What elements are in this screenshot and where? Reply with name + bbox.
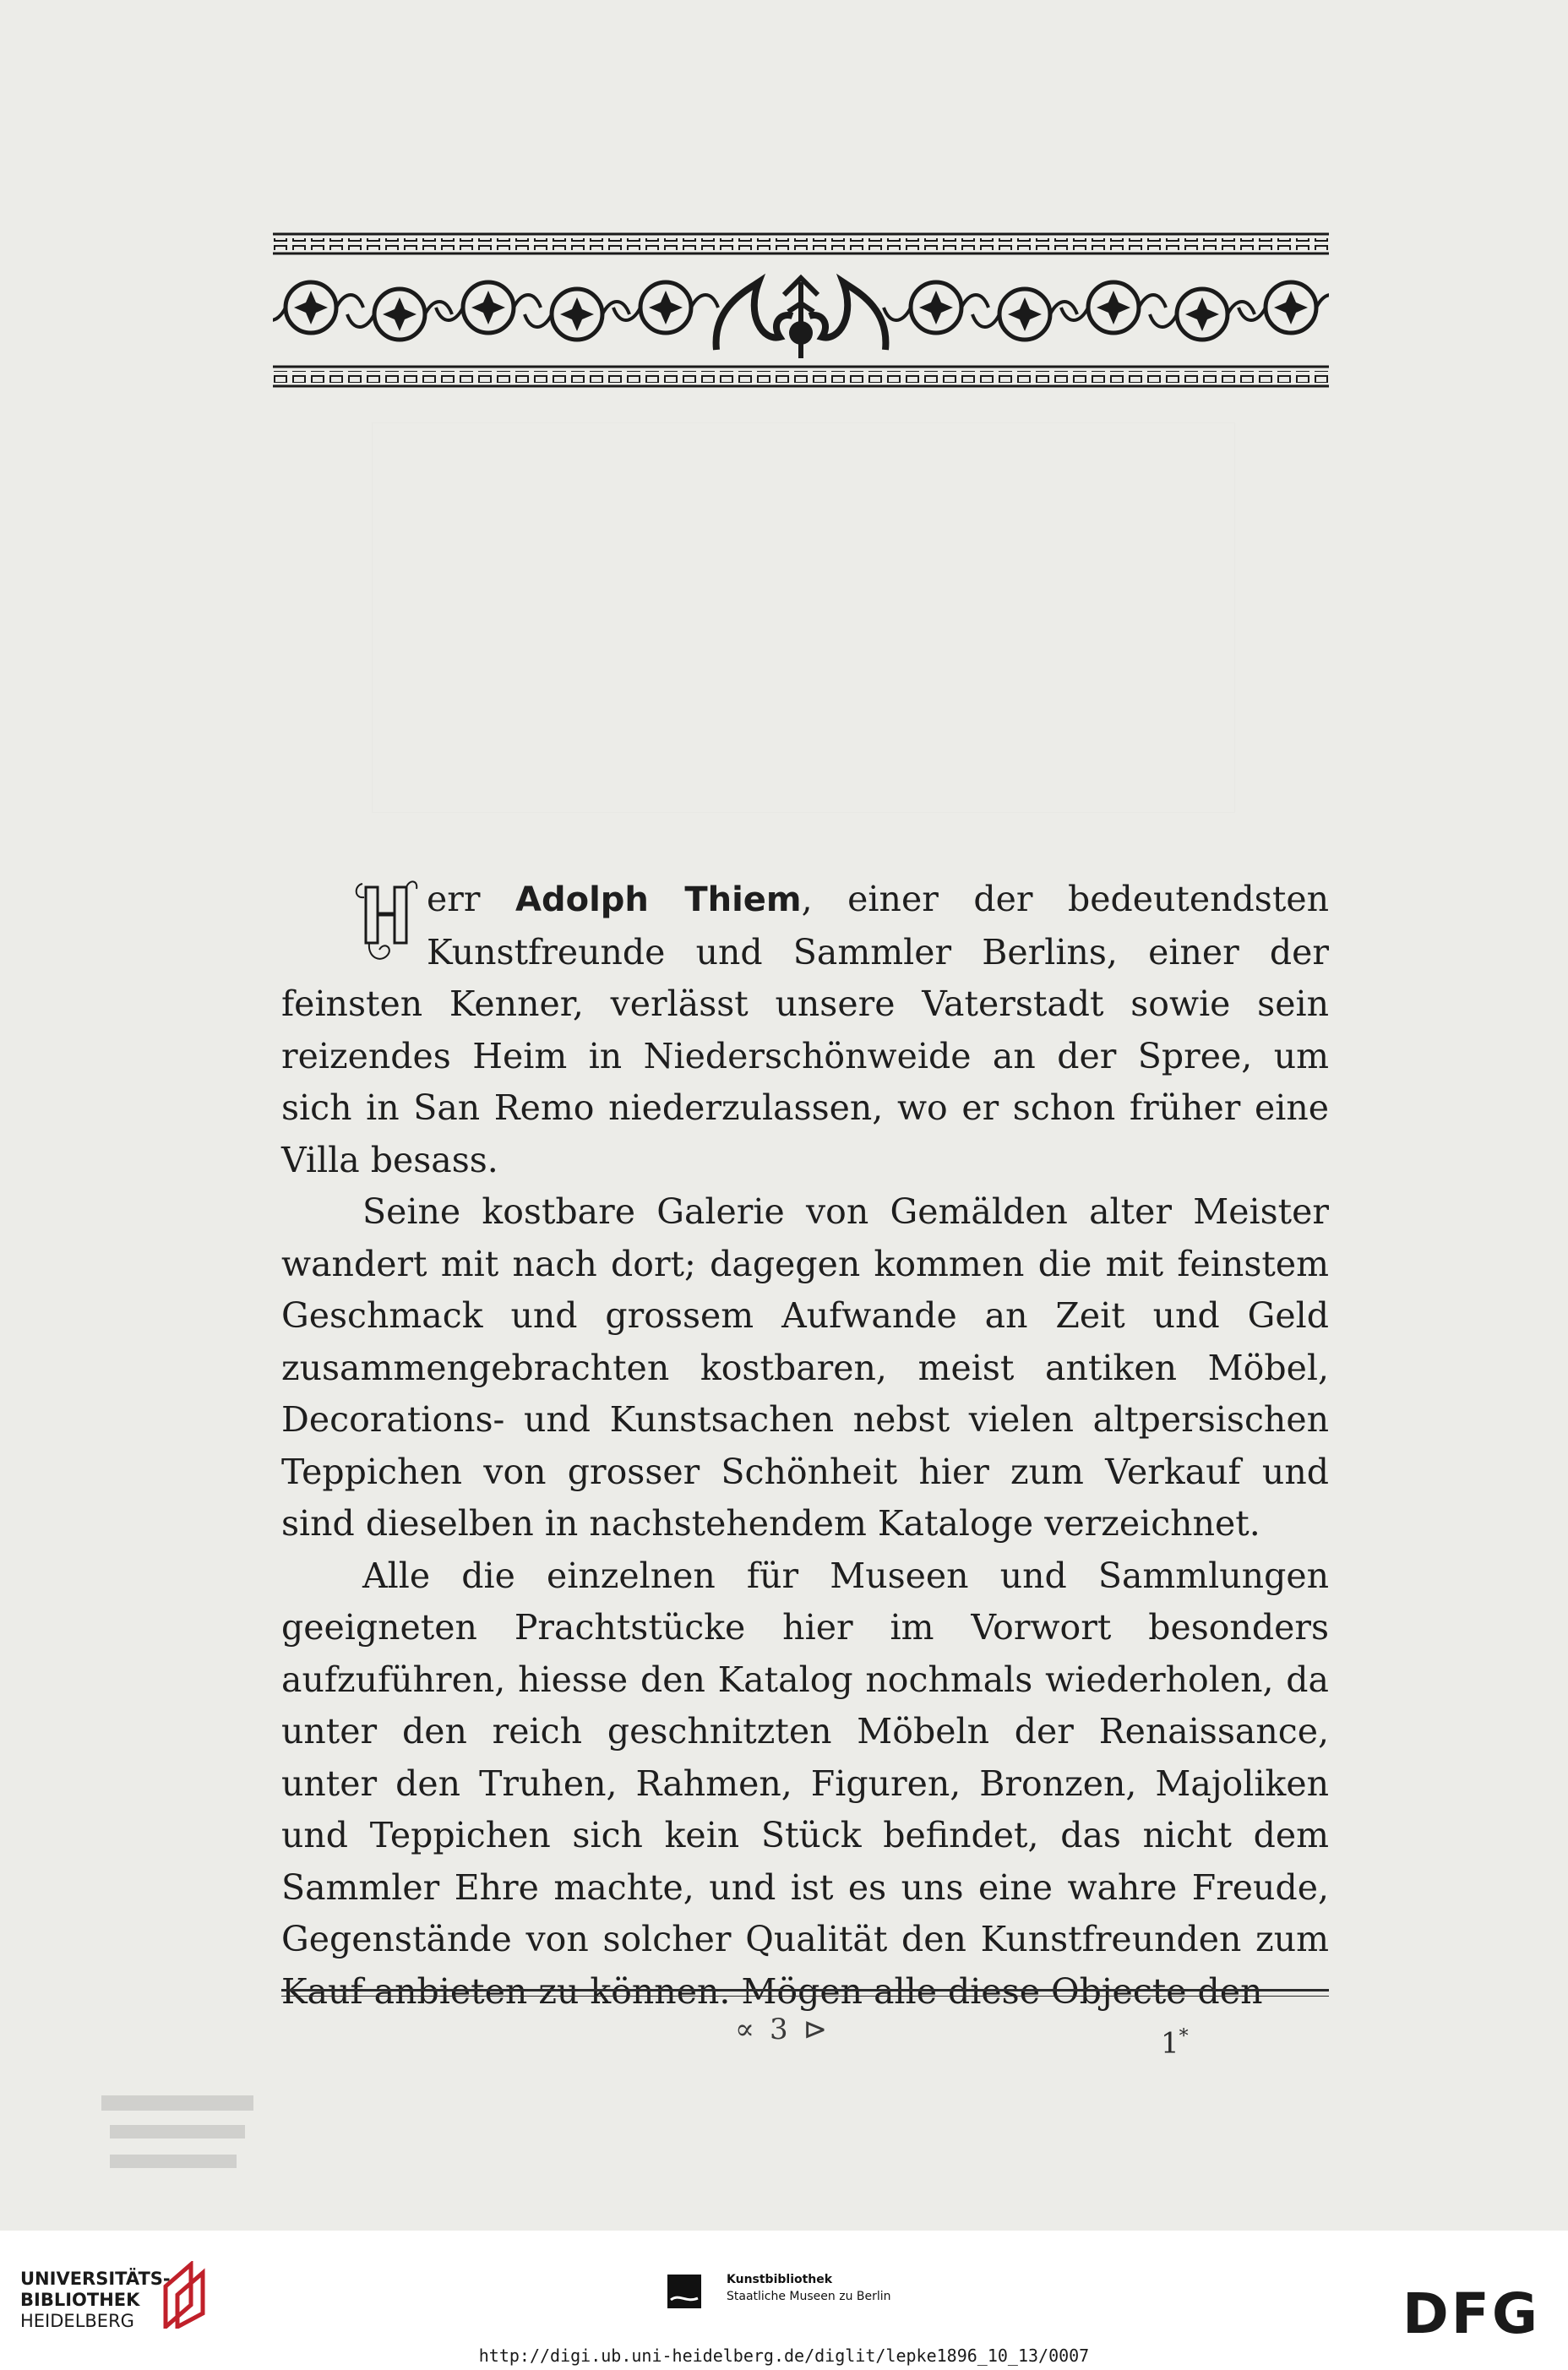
ub-line-1: UNIVERSITÄTS- <box>20 2269 171 2289</box>
dfg-logo[interactable]: DFG <box>1402 2281 1541 2346</box>
person-name: Adolph Thiem <box>515 880 802 919</box>
bleed-through-ghost <box>372 422 1235 813</box>
drop-cap-h-initial <box>351 874 422 967</box>
kunstbibliothek-label <box>727 2271 891 2305</box>
page-number-right-mark: ⊳ <box>803 2013 843 2046</box>
page-number <box>735 2013 842 2046</box>
ub-heidelberg-logo-icon[interactable] <box>157 2261 213 2329</box>
faded-library-stamp <box>93 2087 262 2188</box>
signature-asterisk: * <box>1179 2026 1189 2047</box>
ub-line-3: HEIDELBERG <box>20 2311 134 2331</box>
footer-rule-thick <box>281 1989 1329 1991</box>
signature-number: 1 <box>1161 2026 1179 2061</box>
body-text <box>281 874 1329 2018</box>
permalink-url[interactable]: http://digi.ub.uni-heidelberg.de/diglit/lepke1896_10_13/0007 <box>478 2345 1090 2366</box>
paragraph-1-rest: , einer der bedeutendsten Kunstfreunde und Sammler Berlins, einer der feinsten Kenner, verlässt unsere Vaterstadt sowie sein reizendes Heim in Niederschönweide an der Spree, um sich in San Remo niederzulassen, wo er schon früher eine Villa besass. <box>281 879 1329 1180</box>
kunstbibliothek-logo-icon[interactable] <box>667 2275 701 2308</box>
paragraph-3: Alle die einzelnen für Museen und Sammlungen geeigneten Prachtstücke hier im Vorwort besonders aufzuführen, hiesse den Katalog nochmals wiederholen, da unter den reich geschnitzten Möbeln der Renaissance, unter den Truhen, Rahmen, Figuren, Bronzen, Majoliken und Teppichen sich kein Stück befindet, das nicht dem Sammler Ehre machte, und ist es uns eine wahre Freude, Gegenstände von solcher Qualität den Kunstfreunden zum <box>281 1555 1329 1959</box>
ornamental-header-band <box>273 232 1329 394</box>
footer-rule-thin <box>281 1996 1329 1997</box>
signature-mark <box>1161 2026 1189 2060</box>
kb-line-2: Staatliche Museen zu Berlin <box>727 2290 891 2303</box>
page-number-value: 3 <box>770 2013 803 2046</box>
paragraph-1 <box>281 874 1329 1186</box>
paragraph-1-lead: err <box>427 879 481 919</box>
page-number-left-mark: ∝ <box>735 2013 770 2046</box>
paragraph-2: Seine kostbare Galerie von Gemälden alter Meister wandert mit nach dort; dagegen kommen die mit feinstem Geschmack und grossem Aufwande an Zeit und Geld zusammengebrachten kostbaren, meist antiken Möbel, Decorations- und Kunstsachen nebst vielen altpersischen Teppichen von grosser Schönheit hier zum Verkauf und sind dieselben in nachstehendem Kataloge verzeichnet. <box>281 1191 1329 1544</box>
ub-line-2: BIBLIOTHEK <box>20 2290 140 2310</box>
ub-heidelberg-label <box>20 2269 171 2332</box>
kb-line-1: Kunstbibliothek <box>727 2273 833 2286</box>
